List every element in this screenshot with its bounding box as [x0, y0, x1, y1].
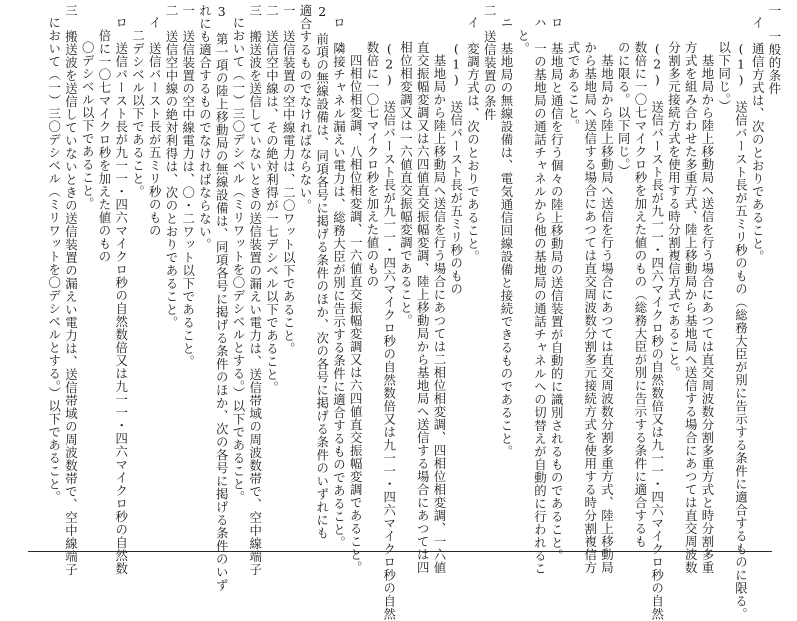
text-line: のに限る。以下同じ。） — [616, 41, 632, 178]
text-line: ニ 基地局の無線設備は、電気通信回線設備と接続できるものであること。 — [499, 16, 514, 459]
text-line: ロ 送信バースト長が九一一・四六マイクロ秒の自然数倍又は九一一・四六マイクロ秒の自然数 — [113, 16, 129, 576]
text-line: 適合するものでなければならない。 — [298, 4, 313, 212]
text-line: から基地局へ送信する場合にあつては直交周波数分割多元接続方式を使用する時分割複信方 — [582, 41, 598, 575]
text-line: イ 送信バースト長が五ミリ秒のもの — [147, 16, 163, 238]
bottom-rule — [28, 551, 772, 552]
text-line: 3 第一項の陸上移動局の無線設備は、同項各号に掲げる条件のほか、次の各号に掲げる条件のいず — [214, 4, 230, 592]
text-line: 基地局から陸上移動局へ送信を行う場合にあつては二相位相変調、四相位相変調、一六値 — [432, 53, 447, 574]
text-line: 式であること。 — [566, 41, 581, 133]
text-line: 二 送信空中線は、その絶対利得が一七デシベル以下であること。 — [264, 4, 280, 394]
text-line: (2) 送信バースト長が九一一・四六マイクロ秒の自然数倍又は九一一・四六マイクロ秒の自然 — [649, 41, 665, 621]
text-line: れにも適合するものでなければならない。 — [197, 4, 213, 251]
text-line: において（一）三〇デシベル（ミリワットを〇デシベルとする。）以下であること。 — [231, 16, 246, 505]
text-line: 二 送信空中線の絶対利得は、次のとおりであること。 — [164, 4, 179, 329]
text-line: イ 通信方式は、次のとおりであること。 — [750, 16, 766, 264]
text-line: 分割多元接続方式を使用する時分割複信方式であること。 — [666, 41, 682, 380]
text-line: 二 送信装置の条件 — [482, 4, 498, 121]
text-line: ハ 一の基地局の通話チャネルから他の基地局の通話チャネルへの切替えが自動的に行われるこ — [532, 16, 548, 576]
text-line: ロ 基地局と通信を行う個々の陸上移動局の送信装置が自動的に識別されるものであること。 — [549, 16, 565, 563]
text-line: において（一）三〇デシベル（ミリワットを〇デシベルとする。）以下であること。 — [46, 16, 62, 505]
text-line: 相位相変調又は一六値直交振幅変調であること。 — [398, 41, 414, 328]
text-line: 三 搬送波を送信していないときの送信装置の漏えい電力は、送信帯域の周波数帯で、空中線端子 — [63, 4, 79, 576]
text-line: (1) 送信バースト長が五ミリ秒のもの（総務大臣が別に告示する条件に適合するものに限る。 — [733, 41, 749, 621]
text-line: 2 前項の無線設備は、同項各号に掲げる条件のほか、次の各号に掲げる条件のいずれにも — [314, 4, 330, 540]
text-line: 基地局から陸上移動局へ送信を行う場合にあつては直交周波数分割多重方式と時分割多重 — [700, 53, 715, 574]
text-line: 四相位相変調、八相位相変調、一六値直交振幅変調又は六四値直交振幅変調であること。 — [348, 53, 364, 574]
text-line: 三 搬送波を送信していないときの送信装置の漏えい電力は、送信帯域の周波数帯で、空中線端子 — [247, 4, 263, 576]
text-line: (2) 送信バースト長が九一一・四六マイクロ秒の自然数倍又は九一一・四六マイクロ秒の自然 — [381, 41, 397, 621]
text-line: 以下同じ。） — [716, 41, 732, 113]
text-line: 方式を組み合わせた多重方式、陸上移動局から基地局へ送信する場合にあつては直交周波数 — [683, 41, 699, 575]
text-line: 一 送信装置の空中線電力は、〇・二ワット以下であること。 — [180, 4, 196, 368]
text-line: 基地局から陸上移動局へ送信を行う場合にあつては直交周波数分割多重方式、陸上移動局 — [599, 53, 615, 574]
text-line: 直交振幅変調又は六四値直交振幅変調、陸上移動局から基地局へ送信する場合にあつては四 — [415, 41, 431, 575]
text-line: イ 変調方式は、次のとおりであること。 — [465, 16, 481, 264]
text-line: と。 — [515, 28, 531, 55]
text-line: 〇デシベル以下であること。 — [80, 41, 96, 211]
text-line: ロ 隣接チャネル漏えい電力は、総務大臣が別に告示する条件に適合するものであること。 — [331, 16, 347, 550]
text-line: 二デシベル以下であること。 — [130, 28, 146, 198]
text-line: (1) 送信バースト長が五ミリ秒のもの — [448, 41, 464, 296]
text-line: 一 送信装置の空中線電力は、二〇ワット以下であること。 — [281, 4, 297, 355]
text-line: 倍に一〇七マイクロ秒を加えた値のもの — [97, 28, 112, 263]
text-line: 一 一般的条件 — [767, 4, 782, 95]
text-line: 数倍に一〇七マイクロ秒を加えた値のもの — [365, 41, 380, 289]
text-line: 数倍に一〇七マイクロ秒を加えた値のもの（総務大臣が別に告示する条件に適合するも — [633, 41, 648, 549]
